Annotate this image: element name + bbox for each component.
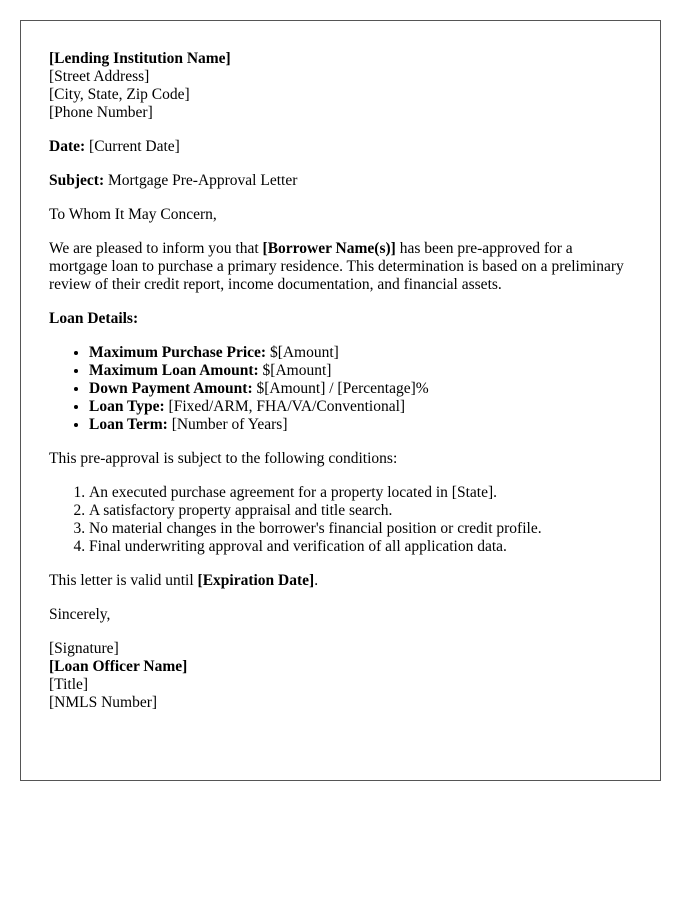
subject-line <box>49 172 632 190</box>
validity-line <box>49 572 632 590</box>
intro-after: has been pre-approved for a mortgage loan to purchase a primary residence. This determination is based on a preliminary review of their credit report, income documentation, and financial assets. <box>49 240 624 293</box>
validity-before: This letter is valid until <box>49 572 198 589</box>
loan-detail-value: $[Amount] <box>269 344 339 361</box>
conditions-list <box>49 484 632 556</box>
subject-value: Mortgage Pre-Approval Letter <box>107 172 298 189</box>
salutation: To Whom It May Concern, <box>49 206 217 223</box>
intro-paragraph <box>49 240 632 294</box>
nmls-number: [NMLS Number] <box>49 694 158 711</box>
loan-detail-value: [Number of Years] <box>171 416 288 433</box>
date-value: [Current Date] <box>89 138 180 155</box>
loan-detail-label: Loan Term: <box>89 416 168 433</box>
list-item <box>89 398 632 416</box>
list-item: 2. A satisfactory property appraisal and title search. <box>89 502 632 520</box>
loan-details-heading-text: Loan Details: <box>49 310 139 327</box>
sender-address-block <box>49 50 632 122</box>
list-item <box>89 362 632 380</box>
loan-details-list <box>49 344 632 434</box>
expiration-date: [Expiration Date] <box>197 572 315 589</box>
city-state-zip: [City, State, Zip Code] <box>49 86 190 103</box>
phone-number: [Phone Number] <box>49 104 153 121</box>
borrower-name: [Borrower Name(s)] <box>262 240 396 257</box>
letter-page <box>20 20 661 781</box>
signature-block <box>49 640 632 712</box>
validity-after: . <box>314 572 319 589</box>
loan-detail-label: Maximum Purchase Price: <box>89 344 267 361</box>
loan-detail-label: Loan Type: <box>89 398 165 415</box>
loan-detail-label: Down Payment Amount: <box>89 380 253 397</box>
loan-detail-label: Maximum Loan Amount: <box>89 362 259 379</box>
institution-name: [Lending Institution Name] <box>49 50 231 67</box>
loan-detail-value: $[Amount] / [Percentage]% <box>256 380 429 397</box>
closing: Sincerely, <box>49 606 111 623</box>
signature-placeholder: [Signature] <box>49 640 119 657</box>
street-address: [Street Address] <box>49 68 150 85</box>
date-line <box>49 138 632 156</box>
list-item <box>89 380 632 398</box>
conditions-intro: This pre-approval is subject to the following conditions: <box>49 450 398 467</box>
loan-officer-name: [Loan Officer Name] <box>49 658 188 675</box>
list-item: 1. An executed purchase agreement for a property located in [State]. <box>89 484 632 502</box>
officer-title: [Title] <box>49 676 89 693</box>
intro-before: We are pleased to inform you that <box>49 240 263 257</box>
list-item <box>89 416 632 434</box>
loan-detail-value: $[Amount] <box>262 362 332 379</box>
loan-detail-value: [Fixed/ARM, FHA/VA/Conventional] <box>168 398 406 415</box>
list-item <box>89 344 632 362</box>
list-item: 3. No material changes in the borrower's financial position or credit profile. <box>89 520 632 538</box>
date-label: Date: <box>49 138 86 155</box>
list-item: 4. Final underwriting approval and verification of all application data. <box>89 538 632 556</box>
subject-label: Subject: <box>49 172 105 189</box>
loan-details-heading <box>49 310 632 328</box>
